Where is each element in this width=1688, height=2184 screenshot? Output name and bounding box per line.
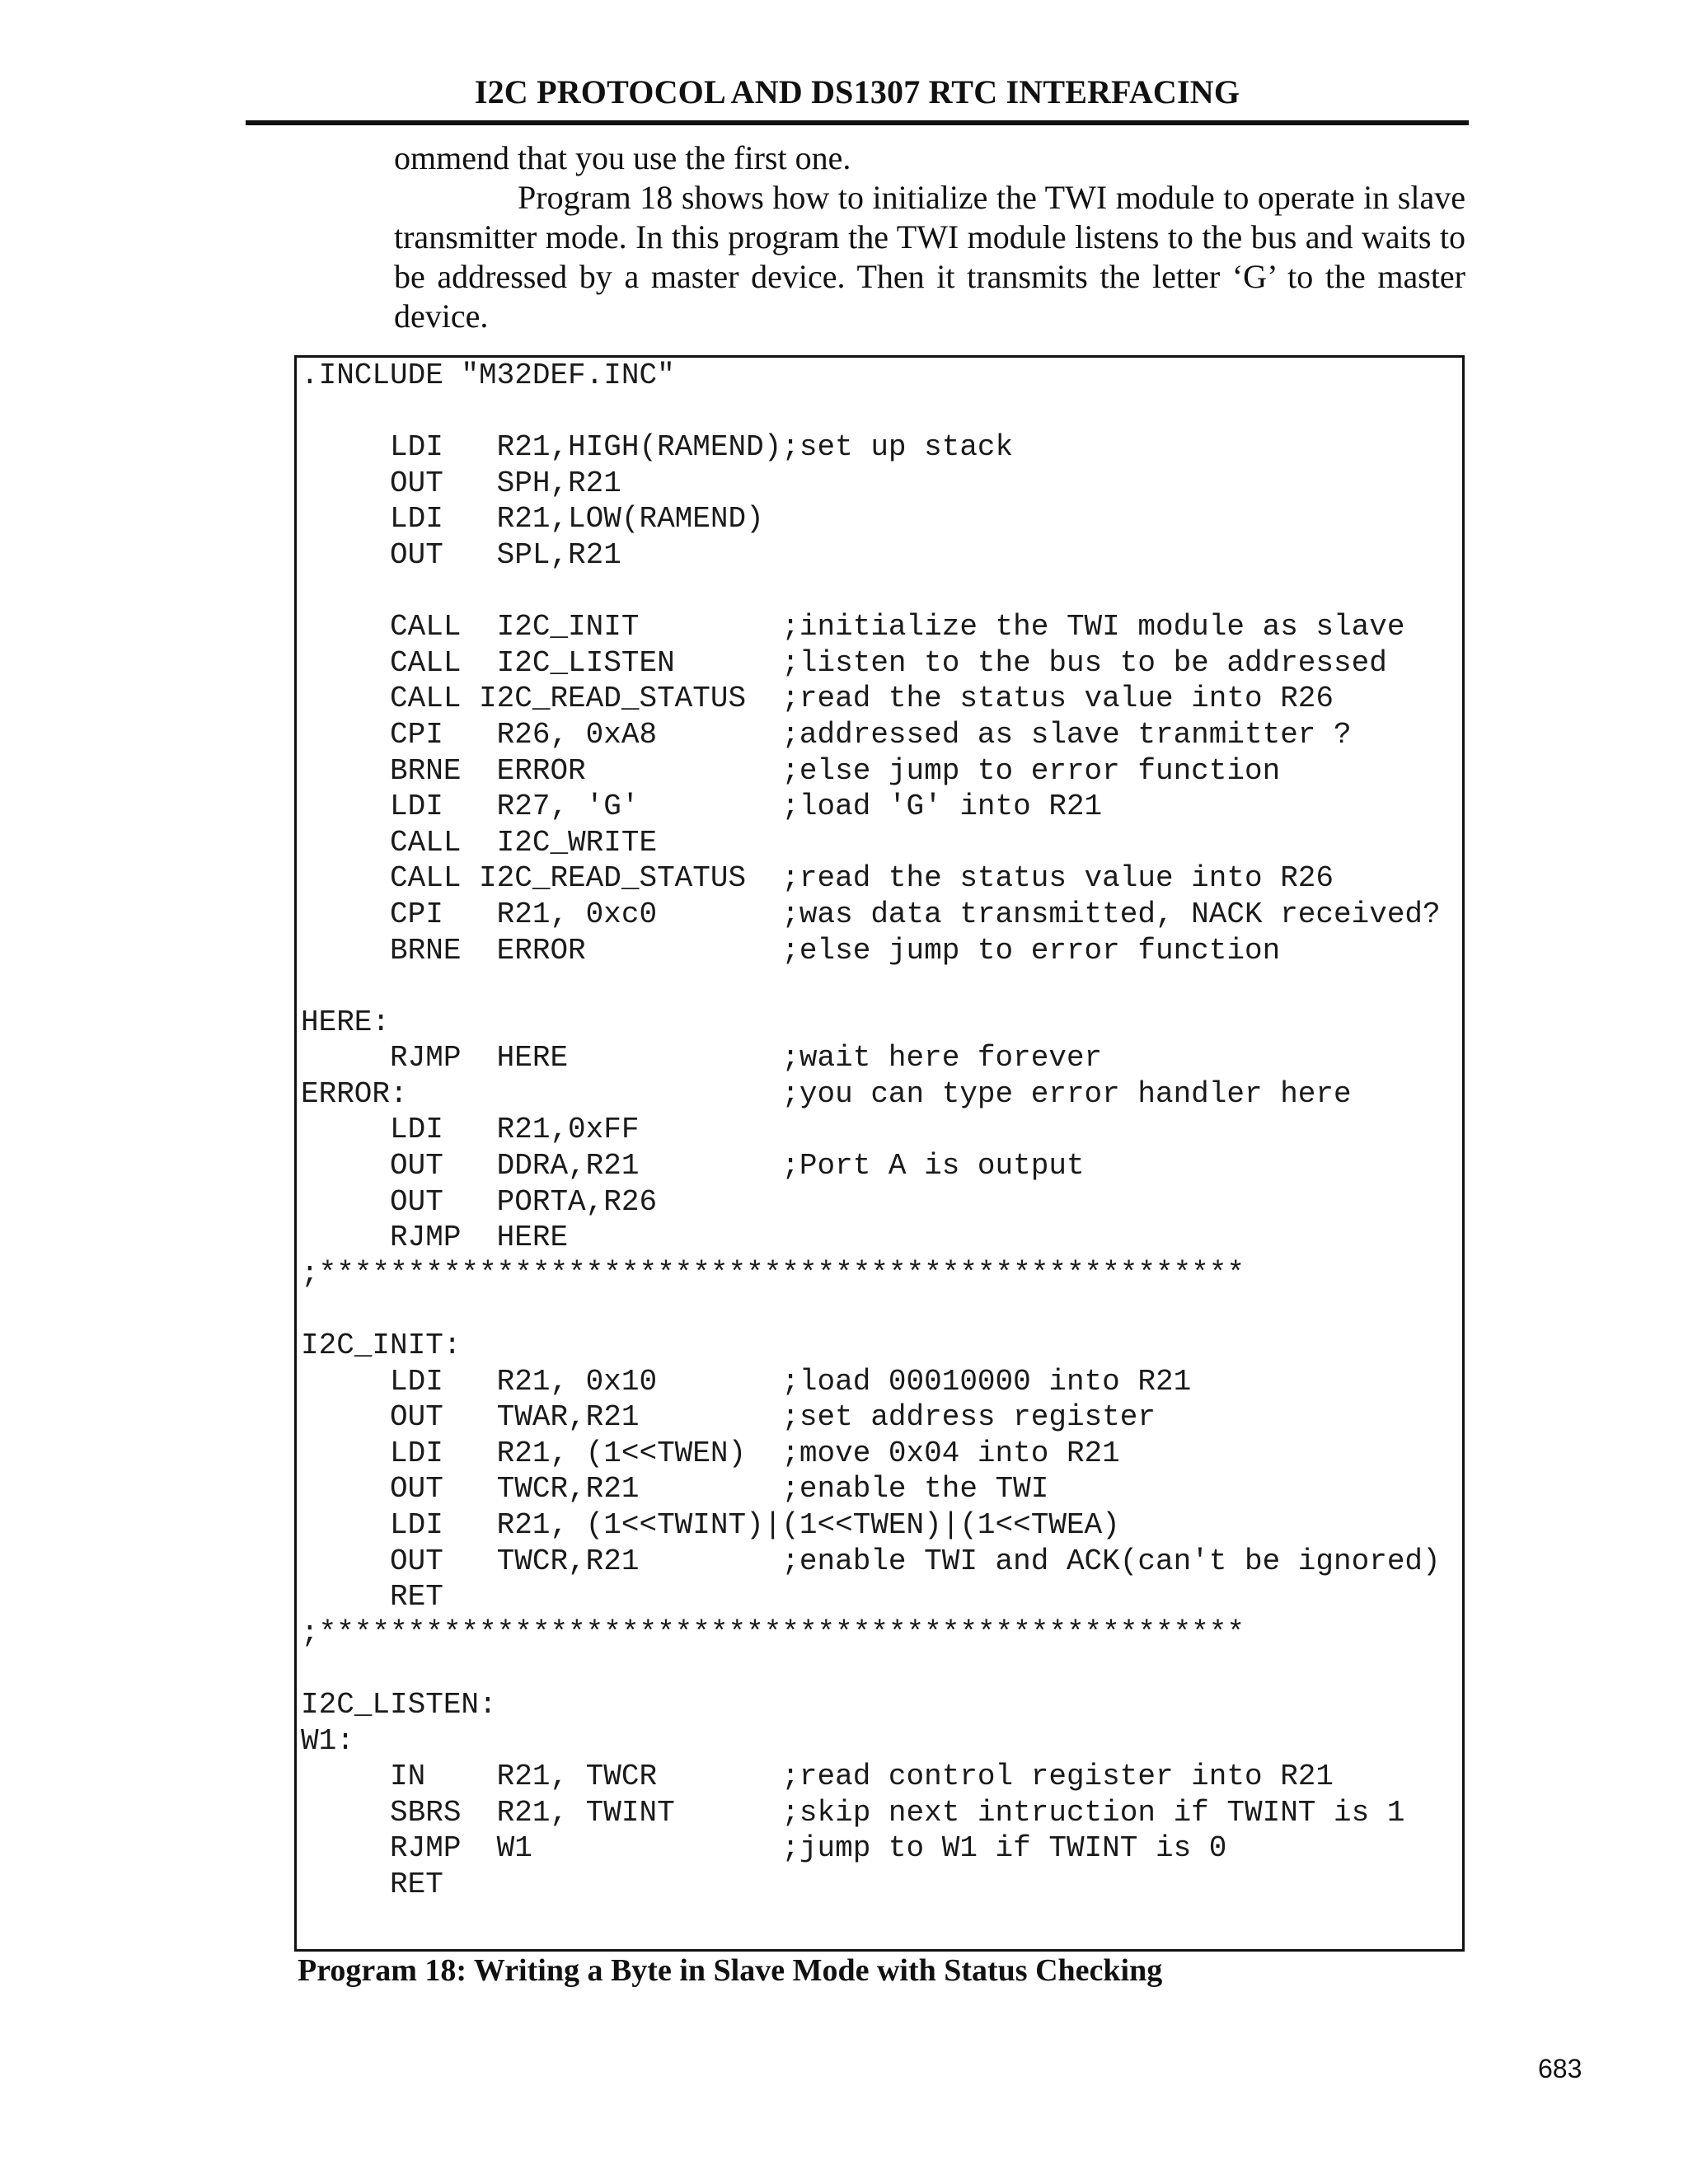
intro-paragraph-continuation: ommend that you use the first one.	[394, 139, 851, 176]
code-line: .INCLUDE "M32DEF.INC"	[301, 359, 675, 392]
code-line: OUT SPL,R21	[301, 537, 621, 572]
code-line: RET	[301, 1867, 443, 1901]
page-number: 683	[1538, 2054, 1582, 2083]
code-line: RET	[301, 1580, 443, 1615]
code-listing-box	[294, 355, 1465, 1952]
code-line: I2C_INIT:	[301, 1329, 462, 1363]
code-line: CPI R21, 0xc0 ;was data transmitted, NACK received?	[301, 897, 1441, 931]
code-line	[301, 1291, 1441, 1328]
code-line: CALL I2C_LISTEN ;listen to the bus to be addressed	[301, 645, 1387, 680]
code-line: ;****************************************************	[301, 1615, 1245, 1650]
code-line: LDI R21, 0x10 ;load 00010000 into R21	[301, 1364, 1192, 1399]
code-line: CALL I2C_READ_STATUS ;read the status value into R26	[301, 861, 1334, 896]
code-line: LDI R21, (1<<TWEN) ;move 0x04 into R21	[301, 1436, 1120, 1470]
code-line: BRNE ERROR ;else jump to error function	[301, 933, 1281, 968]
code-line: OUT DDRA,R21 ;Port A is output	[301, 1149, 1085, 1183]
code-line: CPI R26, 0xA8 ;addressed as slave tranmitter ?	[301, 717, 1352, 752]
code-line: LDI R21, (1<<TWINT)|(1<<TWEN)|(1<<TWEA)	[301, 1508, 1120, 1542]
code-line: OUT TWCR,R21 ;enable TWI and ACK(can't be ignored)	[301, 1544, 1441, 1578]
code-line: RJMP HERE ;wait here forever	[301, 1041, 1103, 1076]
header-rule	[246, 120, 1469, 125]
code-line: SBRS R21, TWINT ;skip next intruction if TWINT is 1	[301, 1795, 1405, 1830]
code-line: CALL I2C_INIT ;initialize the TWI module as slave	[301, 610, 1405, 644]
code-line: CALL I2C_WRITE	[301, 825, 658, 860]
code-line: OUT TWAR,R21 ;set address register	[301, 1400, 1156, 1435]
code-line: OUT SPH,R21	[301, 466, 621, 500]
code-line: I2C_LISTEN:	[301, 1687, 497, 1722]
code-line: LDI R27, 'G' ;load 'G' into R21	[301, 790, 1103, 824]
code-line	[301, 968, 1441, 1005]
code-line: ;****************************************************	[301, 1256, 1245, 1291]
code-line	[301, 574, 1441, 610]
code-line: LDI R21,HIGH(RAMEND);set up stack	[301, 430, 1014, 465]
code-line: RJMP HERE	[301, 1221, 569, 1255]
intro-paragraph: Program 18 shows how to initialize the TWI module to operate in slave transmitter mode. In this program the TWI module listens to the bus and waits to be addressed by a master device. Then it transmits the letter ‘G’ to the master device.	[394, 179, 1465, 335]
code-line: HERE:	[301, 1005, 391, 1039]
program-caption: Program 18: Writing a Byte in Slave Mode with Status Checking	[298, 1953, 1163, 1988]
code-line: LDI R21,LOW(RAMEND)	[301, 502, 764, 537]
code-line: ERROR: ;you can type error handler here	[301, 1076, 1352, 1111]
code-line: CALL I2C_READ_STATUS ;read the status value into R26	[301, 682, 1334, 716]
code-line: LDI R21,0xFF	[301, 1113, 640, 1147]
code-line: OUT PORTA,R26	[301, 1184, 658, 1219]
code-line: OUT TWCR,R21 ;enable the TWI	[301, 1472, 1049, 1507]
running-header: I2C PROTOCOL AND DS1307 RTC INTERFACING	[474, 73, 1240, 110]
code-line: BRNE ERROR ;else jump to error function	[301, 753, 1281, 788]
code-listing	[301, 358, 1441, 1903]
code-line: IN R21, TWCR ;read control register into R21	[301, 1760, 1334, 1794]
code-line: W1:	[301, 1723, 354, 1758]
code-line	[301, 394, 1441, 430]
code-line: RJMP W1 ;jump to W1 if TWINT is 0	[301, 1831, 1227, 1866]
intro-text	[394, 138, 1465, 336]
code-line	[301, 1651, 1441, 1687]
